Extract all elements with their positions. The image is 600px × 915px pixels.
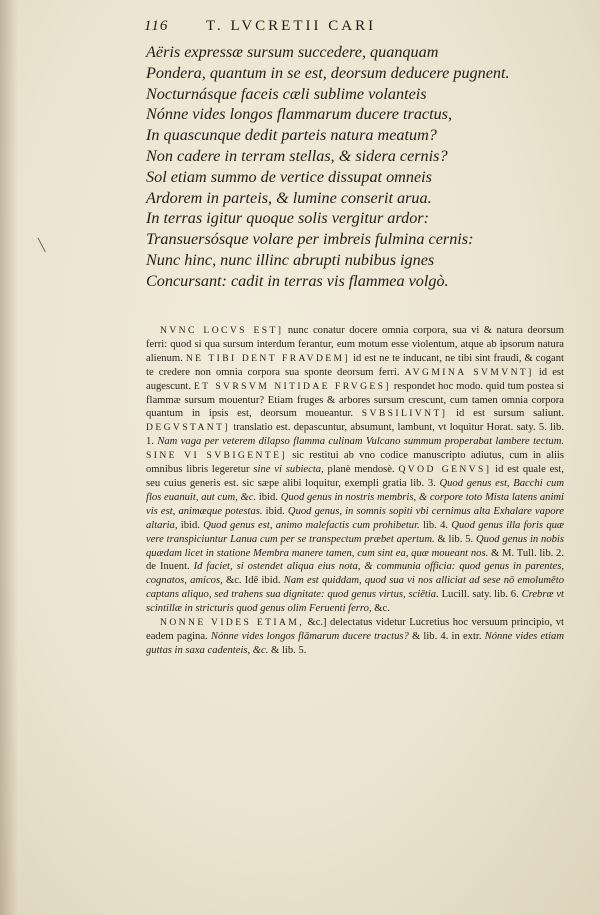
quotation: Quod genus in nostris membris, & corpore toto Mista latens animi vis est, animæque potestas.: [146, 491, 564, 517]
verse-line: Pondera, quantum in se est, deorsum deducere pugnent.: [146, 63, 510, 82]
quotation: Crebræ vt scintillæ in stricturis quod genus olim Feruenti ferro,: [146, 589, 564, 615]
verse-line: Non cadere in terram stellas, & sidera cernis?: [146, 146, 448, 165]
gutter-shadow: [0, 0, 18, 915]
folio-number: 116: [144, 18, 169, 34]
quotation: Nam vaga per veterem dilapso flamma culinam Vulcano summum properabat lambere tectum.: [157, 436, 564, 448]
verse-line: Concursant: cadit in terras vis flammea volgò.: [146, 271, 449, 290]
commentary-text: nunc conatur docere omnia corpora, sua vi & natura deorsum ferri: quod si qua sursum interdum ferantur, eum motum esse violentum, atque ab ipsorum natura alienum.: [146, 325, 564, 364]
commentary-text: translatio est. depascuntur, absumunt, lambunt, vt loquitur Horat. saty. 5. lib. 1.: [146, 422, 564, 448]
verse-block: [146, 42, 526, 292]
quotation: Quod genus, in somnis sopiti vbi cernimus alta Exhalare vapore altaria,: [146, 505, 564, 531]
verse-line: Nónne vides longos flammarum ducere tractus,: [146, 105, 453, 124]
verse-line: Ardorem in parteis, & lumine conserit arua.: [146, 188, 432, 207]
lemma: SINE VI SVBIGENTE]: [146, 450, 287, 462]
commentary-text: id est sursum saliunt.: [447, 408, 565, 420]
quotation: Nónne vides etiam guttas in saxa cadenteis, &c.: [146, 630, 564, 656]
verse-line: In terras igitur quoque solis vergitur ardor:: [146, 209, 429, 228]
commentary-text: planè mendosè.: [323, 464, 399, 476]
commentary-text: &c. Idē ibid.: [222, 575, 284, 587]
quotation: Nónne vides longos flāmarum ducere tractus?: [210, 630, 409, 642]
commentary-text: id est ne te inducant, ne tibi sint fraudi, & cogant te credere non omnia corpora sua sponte deorsum ferri.: [146, 352, 565, 378]
lemma: DEGVSTANT]: [146, 422, 230, 434]
commentary-paragraph: [146, 616, 564, 658]
quotation: Nam est quiddam, quod sua vi nos alliciat ad sese nō emolumēto captans aliquo, sed trahens sua dignitate: quod genus virtus, sciētia.: [146, 575, 564, 601]
commentary-text: ibid.: [256, 491, 281, 503]
lemma: NE TIBI DENT FRAVDEM]: [185, 352, 351, 364]
commentary-text: & lib. 5.: [434, 533, 477, 545]
lemma: SVBSILIVNT]: [361, 408, 448, 420]
verse-line: Sol etiam summo de vertice dissupat omneis: [146, 167, 432, 186]
quotation: Quod genus est, Bacchi cum flos euanuit, aut cum, &c.: [146, 477, 565, 503]
quotation: sine vi subiecta,: [253, 464, 324, 476]
commentary-text: respondet hoc modo. quid tum postea si flammæ sursum mouentur? Etiam fruges & arbores sursum crescunt, cum tamen omnia corpora quantum in ipsis est, deorsum moueantur.: [146, 380, 564, 420]
lemma: QVOD GENVS]: [398, 464, 492, 476]
quotation: Quod genus illa foris quæ vere transpiciuntur Lanua cum per se transpectum præbet apertum.: [146, 519, 564, 545]
verse-line: Aëris expressæ sursum succedere, quanquam: [146, 43, 439, 61]
quotation: Id faciet, si ostendet aliqua eius nota, & communia officia: quod genus in parentes, cognatos, amicos,: [146, 561, 564, 587]
commentary-text: sic restitui ab vno codice manuscripto adiutus, cum in aliis omnibus libris legeretur: [146, 450, 564, 476]
page-header: [144, 18, 474, 40]
verse-line: Nunc hinc, nunc illinc abrupti nubibus ignes: [146, 250, 435, 269]
commentary-text: ibid.: [262, 505, 288, 517]
lemma: AVGMINA SVMVNT]: [404, 366, 534, 378]
commentary-text: &c.: [371, 603, 390, 615]
commentary-text: & lib. 4. in extr.: [408, 630, 485, 642]
commentary-text: ibid.: [177, 519, 204, 531]
commentary-text: &c.] delectatus videtur Lucretius hoc versuum principio, vt eadem pagina.: [146, 617, 564, 642]
lemma: NONNE VIDES ETIAM,: [160, 617, 305, 629]
verse-line: Transuersósque volare per imbreis fulmina cernis:: [146, 230, 474, 249]
verse-line: Nocturnásque faceis cæli sublime volanteis: [146, 84, 427, 103]
margin-mark: ╲: [38, 238, 46, 252]
commentary-text: id est augescunt.: [146, 366, 564, 392]
lemma: ET SVRSVM NITIDAE FRVGES]: [193, 380, 391, 392]
commentary-text: & lib. 5.: [268, 644, 307, 656]
verse-line: In quascunque dedit parteis natura meatum?: [146, 126, 437, 145]
commentary-text: Lucill. saty. lib. 6.: [438, 589, 522, 601]
commentary-text: id est quale est, seu cuius generis est. sic sæpe alibi loquitur, exempli gratia lib. 3.: [146, 464, 565, 489]
quotation: Quod genus est, animo malefactis cum prohibetur.: [203, 519, 420, 531]
commentary-text: lib. 4.: [419, 519, 452, 531]
commentary-block: [146, 324, 564, 658]
commentary-text: & M. Tull. lib. 2. de Inuent.: [146, 547, 564, 573]
commentary-paragraph: [146, 324, 564, 616]
lemma: NVNC LOCVS EST]: [160, 325, 284, 336]
quotation: Quod genus in nobis quædam licet in statione Membra manere tamen, cum sint ea, quæ moueant nos.: [146, 533, 564, 559]
running-title: T. LVCRETII CARI: [206, 18, 377, 34]
